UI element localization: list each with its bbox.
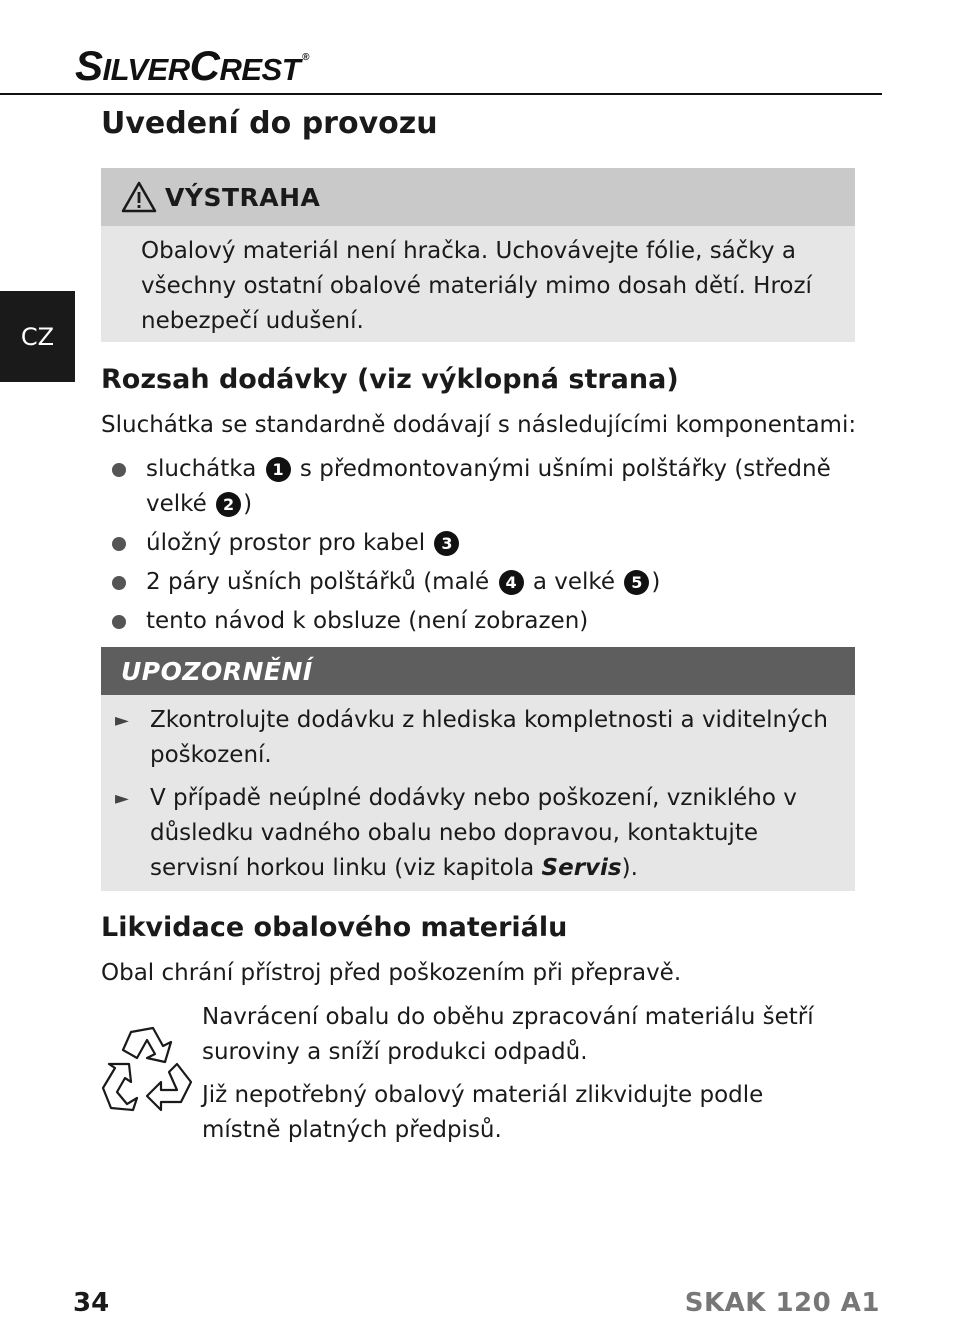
number-4-icon: 4 xyxy=(499,570,524,595)
note-header xyxy=(101,647,855,695)
note-box xyxy=(101,647,855,891)
bullet-icon xyxy=(112,537,126,551)
recycle-text-1: Navrácení obalu do oběhu zpracování materiálu šetří suroviny a sníží produkci odpadů. xyxy=(202,1004,814,1065)
language-tab-label: CZ xyxy=(20,322,55,351)
delivery-intro: Sluchátka se standardně dodávají s následujícími komponentami: xyxy=(101,412,857,438)
note-item: ► V případě neúplné dodávky nebo poškození, vzniklého v důsledku vadného obalu nebo dopravou, kontaktujte servisní horkou linku (viz kapitola Servis). xyxy=(101,781,835,886)
number-1-icon: 1 xyxy=(266,457,291,482)
warning-triangle-icon xyxy=(121,181,157,213)
arrow-right-icon: ► xyxy=(115,710,129,731)
bullet-icon xyxy=(112,615,126,629)
recycle-text-2: Již nepotřebný obalový materiál zlikvidujte podle místně platných předpisů. xyxy=(202,1082,764,1143)
note-item: ► Zkontrolujte dodávku z hlediska kompletnosti a viditelných poškození. xyxy=(101,703,835,773)
list-item: 2 páry ušních polštářků (malé 4 a velké 5 ) xyxy=(101,565,841,600)
list-item: tento návod k obsluze (není zobrazen) xyxy=(101,604,841,639)
number-2-icon: 2 xyxy=(216,492,241,517)
warning-heading: VÝSTRAHA xyxy=(165,182,321,212)
list-item: sluchátka 1 s předmontovanými ušními polštářky (středně velké 2 ) xyxy=(101,452,841,522)
header-rule xyxy=(0,93,882,95)
section-title: Uvedení do provozu xyxy=(101,106,438,141)
list-item: úložný prostor pro kabel 3 xyxy=(101,526,841,561)
warning-box xyxy=(101,168,855,342)
language-tab xyxy=(0,291,75,382)
model-name: SKAK 120 A1 xyxy=(684,1288,880,1318)
bullet-icon xyxy=(112,576,126,590)
note-heading: UPOZORNĚNÍ xyxy=(121,656,313,686)
number-3-icon: 3 xyxy=(434,531,459,556)
note-list xyxy=(101,695,855,886)
number-5-icon: 5 xyxy=(624,570,649,595)
recycle-icon xyxy=(101,1024,195,1116)
delivery-list xyxy=(101,452,841,643)
delivery-heading: Rozsah dodávky (viz výklopná strana) xyxy=(101,364,679,395)
warning-header xyxy=(101,168,855,226)
arrow-right-icon: ► xyxy=(115,788,129,809)
warning-text: Obalový materiál není hračka. Uchovávejte fólie, sáčky a všechny ostatní obalové materiály mimo dosah dětí. Hrozí nebezpečí udušení. xyxy=(141,238,812,334)
disposal-intro: Obal chrání přístroj před poškozením při přepravě. xyxy=(101,960,682,986)
silvercrest-logo: SILVERCREST ® xyxy=(75,42,310,89)
page-number: 34 xyxy=(73,1288,110,1318)
servis-reference: Servis xyxy=(541,855,622,881)
disposal-heading: Likvidace obalového materiálu xyxy=(101,912,568,943)
bullet-icon xyxy=(112,463,126,477)
